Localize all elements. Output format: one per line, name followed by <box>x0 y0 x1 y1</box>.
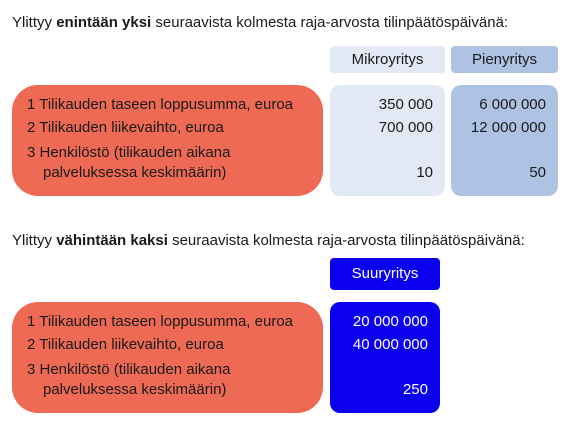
section2-heading-bold: vähintään kaksi <box>56 232 168 249</box>
section1-heading-post: seuraavista kolmesta raja-arvosta tilinpäätöspäivänä: <box>151 14 509 31</box>
criterion-turnover: 2 Tilikauden liikevaihto, euroa <box>27 119 224 136</box>
section1-heading-pre: Ylittyy <box>12 14 57 31</box>
large-column-header: Suuryritys <box>330 258 440 290</box>
criterion-personnel: 3 Henkilöstö (tilikauden aikana <box>27 144 231 161</box>
section1-heading <box>12 14 508 31</box>
micro-value-personnel: 10 <box>416 164 433 181</box>
small-column-header: Pienyritys <box>451 46 558 73</box>
section2-criteria-block <box>12 302 323 413</box>
criterion-balance-sheet: 1 Tilikauden taseen loppusumma, euroa <box>27 96 294 113</box>
large-value-turnover: 40 000 000 <box>352 336 428 353</box>
section2-heading-post: seuraavista kolmesta raja-arvosta tilinpäätöspäivänä: <box>167 232 525 249</box>
micro-column-header: Mikroyritys <box>330 46 445 73</box>
criterion-personnel-cont: palveluksessa keskimäärin) <box>43 164 227 181</box>
large-values-block <box>330 302 440 413</box>
criterion-balance-sheet: 1 Tilikauden taseen loppusumma, euroa <box>27 313 294 330</box>
micro-values-block <box>330 85 445 196</box>
section1-criteria-block <box>12 85 323 196</box>
criterion-personnel-cont: palveluksessa keskimäärin) <box>43 381 227 398</box>
section2-heading <box>12 232 525 249</box>
large-value-balance: 20 000 000 <box>352 313 428 330</box>
criterion-turnover: 2 Tilikauden liikevaihto, euroa <box>27 336 224 353</box>
micro-value-balance: 350 000 <box>378 96 433 113</box>
micro-value-turnover: 700 000 <box>378 119 433 136</box>
small-value-balance: 6 000 000 <box>479 96 546 113</box>
small-value-turnover: 12 000 000 <box>470 119 546 136</box>
small-value-personnel: 50 <box>529 164 546 181</box>
large-value-personnel: 250 <box>402 381 428 398</box>
small-values-block <box>451 85 558 196</box>
section1-heading-bold: enintään yksi <box>56 14 152 31</box>
section2-heading-pre: Ylittyy <box>12 232 57 249</box>
criterion-personnel: 3 Henkilöstö (tilikauden aikana <box>27 361 231 378</box>
